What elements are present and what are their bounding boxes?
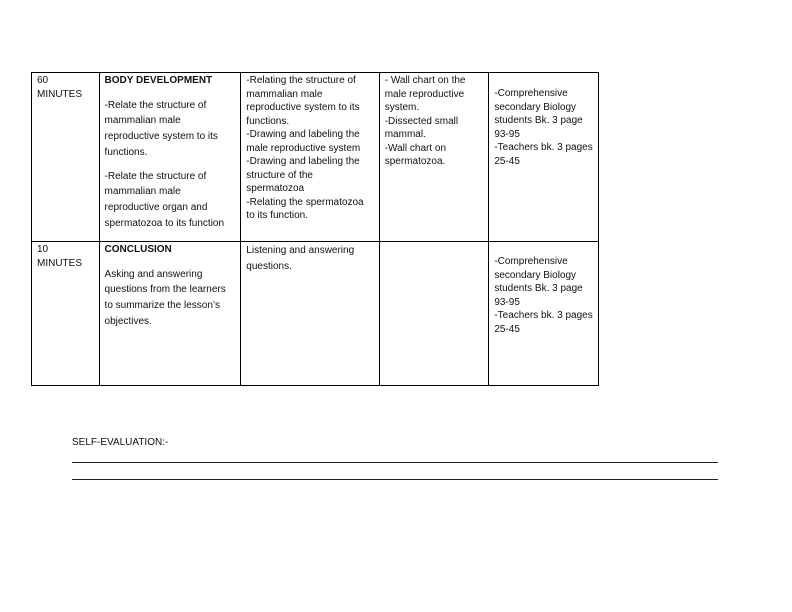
teacher-activity-line: reproductive system to its bbox=[246, 102, 360, 113]
time-label: 10 MINUTES bbox=[37, 244, 82, 269]
step-cell bbox=[99, 242, 241, 386]
lesson-plan-table bbox=[31, 72, 599, 386]
reference-line: secondary Biology bbox=[494, 269, 577, 281]
teacher-activity-line: -Drawing and labeling the bbox=[246, 156, 360, 167]
teacher-activity-text: Listening and answering questions. bbox=[246, 245, 355, 272]
learning-resource-line: -Wall chart on bbox=[384, 142, 447, 154]
reference-line: -Teachers bk. 3 pages bbox=[494, 142, 593, 153]
teacher-activity-cell bbox=[241, 242, 379, 386]
step-paragraph: Asking and answering questions from the learners to summarize the lesson’s objectives. bbox=[104, 268, 226, 327]
teacher-activity-line: to its function. bbox=[246, 210, 308, 221]
teacher-activity-line: -Relating the spermatozoa bbox=[246, 196, 364, 208]
reference-line: 25-45 bbox=[494, 323, 520, 335]
table-row bbox=[32, 242, 599, 386]
reference-block bbox=[494, 243, 593, 336]
reference-line: -Teachers bk. 3 pages bbox=[494, 310, 593, 321]
learning-resource-line: -Dissected small bbox=[384, 115, 459, 127]
reference-block bbox=[494, 74, 593, 168]
reference-cell bbox=[489, 73, 599, 242]
writing-line bbox=[72, 462, 718, 463]
learning-resource-cell bbox=[379, 73, 489, 242]
time-cell bbox=[32, 73, 100, 242]
time-label: 60 MINUTES bbox=[37, 75, 82, 100]
reference-line: secondary Biology bbox=[494, 101, 577, 113]
reference-line: 25-45 bbox=[494, 155, 520, 167]
step-paragraph: -Relate the structure of mammalian male reproductive organ and spermatozoa to its function bbox=[104, 170, 225, 230]
reference-cell bbox=[489, 242, 599, 386]
learning-resource-line: - Wall chart on the bbox=[384, 75, 466, 86]
reference-line: 93-95 bbox=[494, 296, 520, 308]
table-row bbox=[32, 73, 599, 242]
teacher-activity-line: structure of the bbox=[246, 169, 313, 181]
teacher-activity-line: spermatozoa bbox=[246, 183, 305, 194]
learning-resource-line: male reproductive bbox=[384, 88, 465, 100]
reference-line: students Bk. 3 page bbox=[494, 115, 583, 126]
writing-line bbox=[72, 479, 718, 480]
time-cell bbox=[32, 242, 100, 386]
teacher-activity-line: -Drawing and labeling the bbox=[246, 129, 360, 140]
teacher-activity-line: male reproductive system bbox=[246, 142, 361, 154]
reference-line: -Comprehensive bbox=[494, 88, 568, 99]
teacher-activity-line: -Relating the structure of bbox=[246, 75, 356, 86]
step-paragraph: -Relate the structure of mammalian male reproductive system to its functions. bbox=[104, 99, 218, 158]
reference-line: students Bk. 3 page bbox=[494, 283, 583, 294]
teacher-activity-cell bbox=[241, 73, 379, 242]
self-evaluation-label: SELF-EVALUATION:- bbox=[72, 437, 169, 448]
step-title: BODY DEVELOPMENT bbox=[104, 75, 213, 86]
reference-line: -Comprehensive bbox=[494, 256, 568, 267]
reference-line: 93-95 bbox=[494, 128, 520, 140]
learning-resource-cell bbox=[379, 242, 489, 386]
teacher-activity-line: mammalian male bbox=[246, 88, 323, 100]
learning-resource-line: spermatozoa. bbox=[384, 156, 446, 167]
step-cell bbox=[99, 73, 241, 242]
step-title: CONCLUSION bbox=[104, 244, 172, 255]
learning-resource-line: system. bbox=[384, 102, 420, 113]
learning-resource-line: mammal. bbox=[384, 129, 426, 140]
teacher-activity-line: functions. bbox=[246, 115, 290, 127]
